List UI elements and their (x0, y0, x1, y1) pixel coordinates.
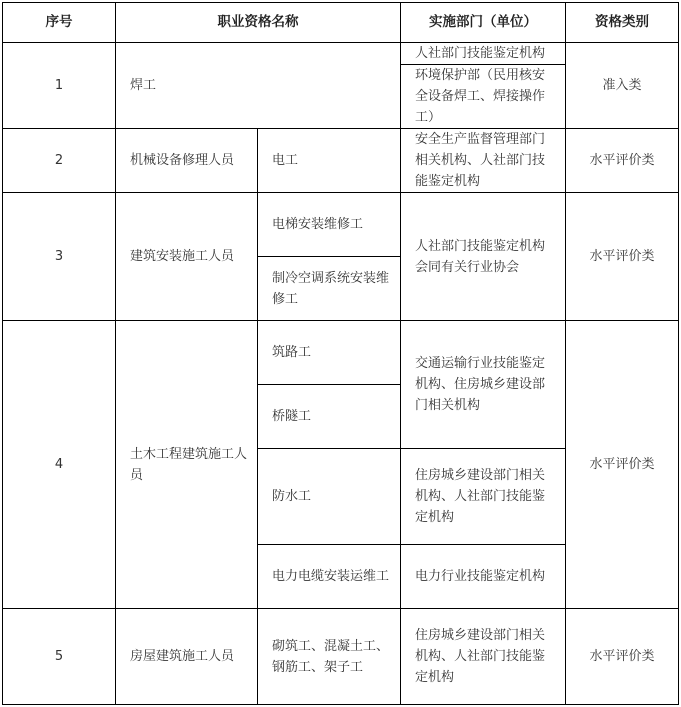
row4-serial (2, 320, 116, 609)
header-serial (2, 2, 116, 43)
row1-dept-2-text: 环境保护部（民用核安全设备焊工、焊接操作工） (415, 68, 546, 125)
header-qualification-name-text: 职业资格名称 (217, 14, 299, 30)
row5-dept-1-text: 住房城乡建设部门相关机构、人社部门技能鉴定机构 (415, 628, 546, 685)
row2-category (565, 128, 679, 193)
row5-category (565, 608, 679, 705)
row1-dept-2 (400, 64, 566, 129)
row3-serial (2, 192, 116, 321)
row2-sub-1 (257, 128, 401, 193)
header-qualification-name (115, 2, 401, 43)
row4-category (565, 320, 679, 609)
row4-sub-2-text: 桥隧工 (272, 409, 312, 424)
row4-sub-4-text: 电力电缆安装运维工 (272, 569, 390, 584)
row3-sub-1-text: 电梯安装维修工 (272, 217, 364, 232)
row4-sub-3 (257, 448, 401, 545)
row5-name (115, 608, 258, 705)
row1-serial-text: 1 (54, 78, 64, 93)
row2-sub-1-text: 电工 (272, 153, 299, 168)
row4-dept-1-text: 交通运输行业技能鉴定机构、住房城乡建设部门相关机构 (415, 356, 546, 413)
header-category (565, 2, 679, 43)
row4-sub-3-text: 防水工 (272, 489, 312, 504)
row4-serial-text: 4 (54, 457, 64, 472)
row1-category-text: 准入类 (602, 78, 642, 93)
row5-serial-text: 5 (54, 649, 64, 664)
row3-sub-1 (257, 192, 401, 257)
row2-serial (2, 128, 116, 193)
row5-category-text: 水平评价类 (589, 649, 655, 664)
row4-dept-2 (400, 448, 566, 545)
row1-name-text: 焊工 (130, 78, 157, 93)
row4-name (115, 320, 258, 609)
row5-serial (2, 608, 116, 705)
header-department (400, 2, 566, 43)
row4-sub-2 (257, 384, 401, 449)
header-department-text: 实施部门（单位） (429, 14, 537, 30)
row4-sub-1 (257, 320, 401, 385)
row3-sub-2-text: 制冷空调系统安装维修工 (272, 270, 390, 307)
row3-category-text: 水平评价类 (589, 249, 655, 264)
row4-category-text: 水平评价类 (589, 457, 655, 472)
row5-name-text: 房屋建筑施工人员 (130, 649, 235, 664)
row3-serial-text: 3 (54, 249, 64, 264)
row4-name-text: 土木工程建筑施工人员 (130, 446, 248, 483)
row2-name-text: 机械设备修理人员 (130, 153, 235, 168)
row3-name (115, 192, 258, 321)
row3-dept-1-text: 人社部门技能鉴定机构会同有关行业协会 (415, 238, 546, 275)
row3-dept-1 (400, 192, 566, 321)
row1-name (115, 42, 401, 129)
row4-sub-4 (257, 544, 401, 609)
row2-category-text: 水平评价类 (589, 153, 655, 168)
row2-serial-text: 2 (54, 153, 64, 168)
row1-dept-1-text: 人社部门技能鉴定机构 (415, 46, 546, 61)
row4-dept-3 (400, 544, 566, 609)
row3-category (565, 192, 679, 321)
row4-dept-2-text: 住房城乡建设部门相关机构、人社部门技能鉴定机构 (415, 468, 546, 525)
row4-dept-1 (400, 320, 566, 449)
header-category-text: 资格类别 (595, 14, 649, 30)
row2-dept-1-text: 安全生产监督管理部门相关机构、人社部门技能鉴定机构 (415, 132, 546, 189)
row5-sub-1 (257, 608, 401, 705)
row1-category (565, 42, 679, 129)
row4-sub-1-text: 筑路工 (272, 345, 312, 360)
row3-sub-2 (257, 256, 401, 321)
row2-dept-1 (400, 128, 566, 193)
row1-dept-1 (400, 42, 566, 65)
row5-dept-1 (400, 608, 566, 705)
row2-name (115, 128, 258, 193)
row4-dept-3-text: 电力行业技能鉴定机构 (415, 569, 546, 584)
header-serial-text: 序号 (45, 14, 73, 30)
row1-serial (2, 42, 116, 129)
row3-name-text: 建筑安装施工人员 (130, 249, 235, 264)
row5-sub-1-text: 砌筑工、混凝土工、钢筋工、架子工 (272, 638, 390, 675)
